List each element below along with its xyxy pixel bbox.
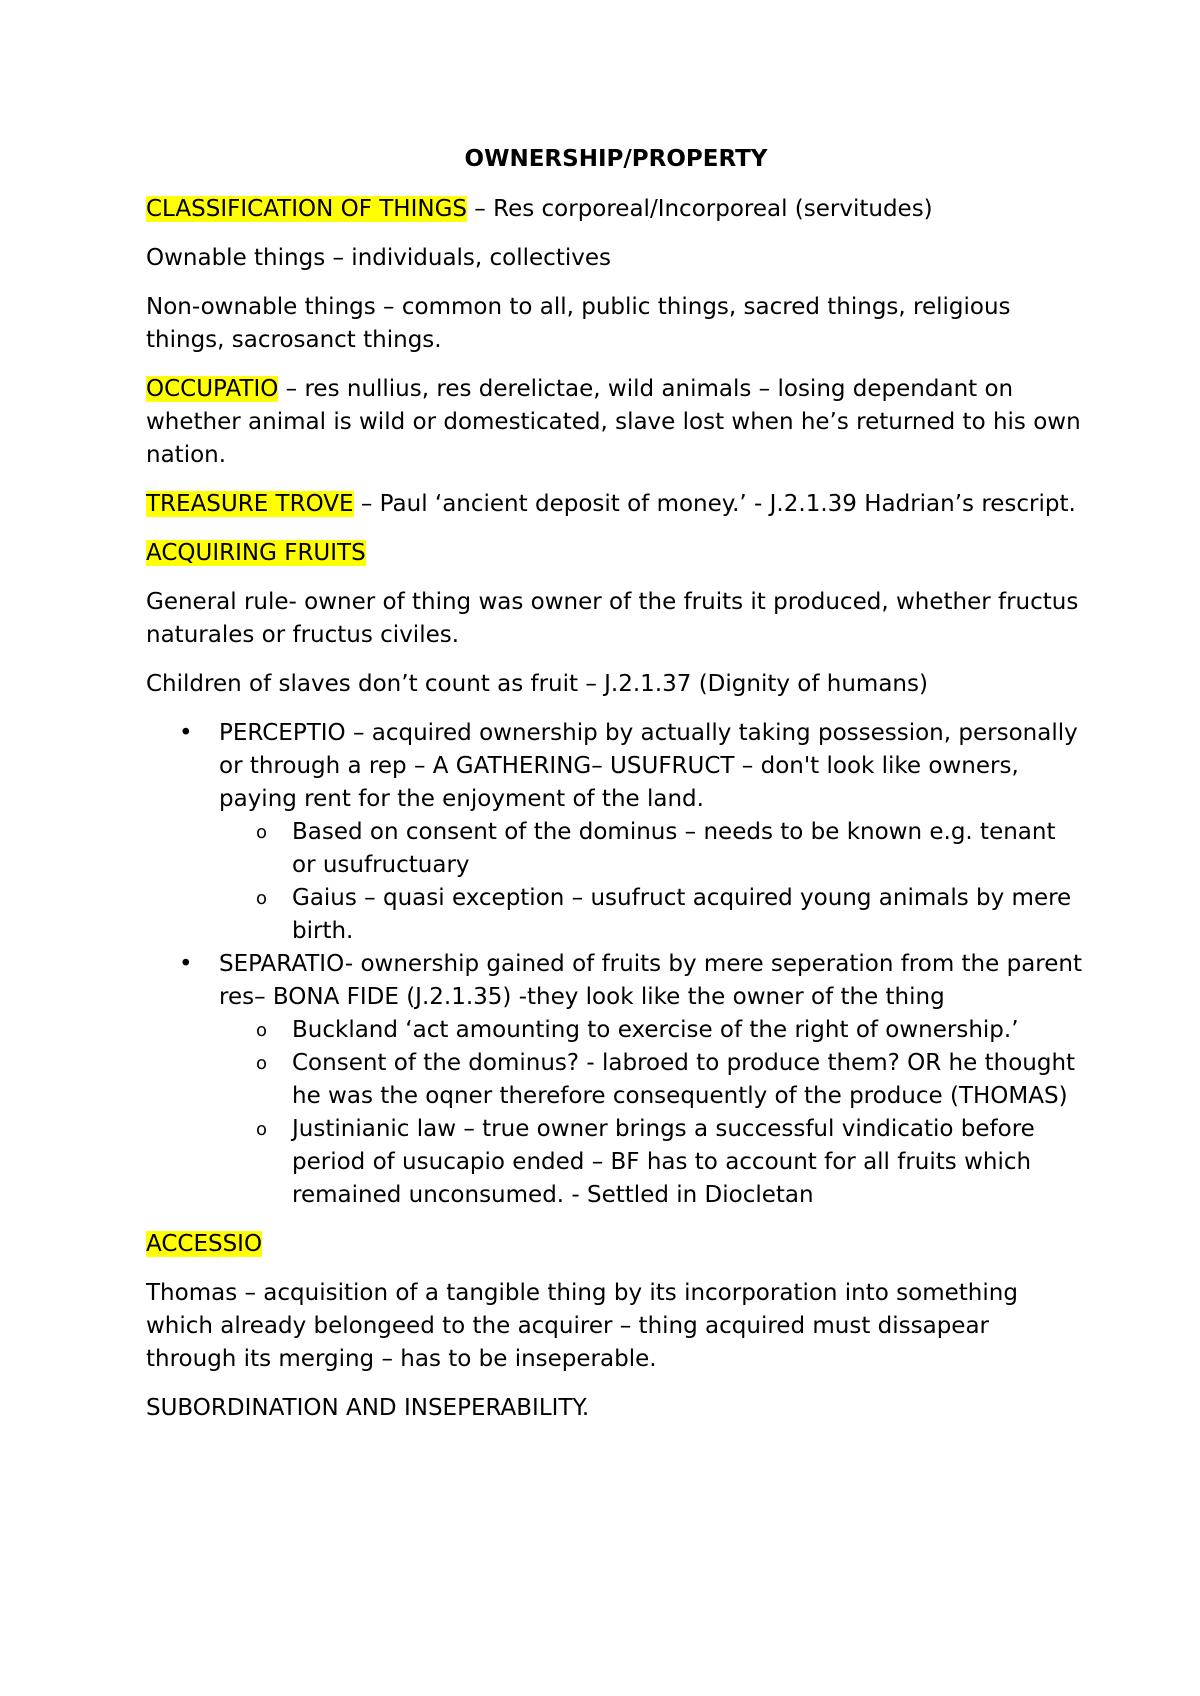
document-title: OWNERSHIP/PROPERTY: [464, 146, 768, 172]
bullet-separatio: [146, 948, 1086, 1212]
paragraph-acquiring-fruits: [146, 537, 1086, 570]
paragraph-non-ownable: Non-ownable things – common to all, public things, sacred things, religious things, sacrosanct things.: [146, 294, 1011, 353]
bullet-list: [146, 717, 1086, 1212]
heading-occupatio: OCCUPATIO: [146, 376, 279, 402]
paragraph-classification: [146, 193, 1086, 226]
bullet-perceptio-text: PERCEPTIO – acquired ownership by actually taking possession, personally or through a rep – A GATHERING– USUFRUCT – don't look like owners, paying rent for the enjoyment of the land.: [219, 720, 1078, 812]
sub-item: o Consent of the dominus? - labroed to produce them? OR he thought he was the oqner therefore consequently of the produce (THOMAS): [219, 1047, 1086, 1113]
paragraph-treasure-trove-text: – Paul ‘ancient deposit of money.’ - J.2.1.39 Hadrian’s rescript.: [353, 491, 1076, 517]
paragraph-children-of-slaves: Children of slaves don’t count as fruit – J.2.1.37 (Dignity of humans): [146, 671, 928, 697]
paragraph-classification-text: – Res corporeal/Incorporeal (servitudes): [467, 196, 933, 222]
sub-list-perceptio: [219, 816, 1086, 948]
paragraph-occupatio: [146, 373, 1086, 472]
sub-list-separatio: [219, 1014, 1086, 1212]
paragraph-thomas: Thomas – acquisition of a tangible thing by its incorporation into something which already belongeed to the acquirer – thing acquired must dissapear through its merging – has to be inseperable.: [146, 1280, 1018, 1372]
paragraph-occupatio-text: – res nullius, res derelictae, wild animals – losing dependant on whether animal is wild or domesticated, slave lost when he’s returned to his own nation.: [146, 376, 1081, 468]
paragraph-accessio: [146, 1228, 1086, 1261]
document-page: [146, 138, 1086, 1441]
bullet-separatio-text: SEPARATIO- ownership gained of fruits by mere seperation from the parent res– BONA FIDE (J.2.1.35) -they look like the owner of the thing: [219, 951, 1082, 1010]
heading-treasure-trove: TREASURE TROVE: [146, 491, 354, 517]
heading-classification: CLASSIFICATION OF THINGS: [146, 196, 467, 222]
paragraph-treasure-trove: [146, 488, 1086, 521]
sub-item: o Buckland ‘act amounting to exercise of the right of ownership.’: [219, 1014, 1086, 1047]
heading-acquiring-fruits: ACQUIRING FRUITS: [146, 540, 366, 566]
heading-accessio: ACCESSIO: [146, 1231, 263, 1257]
paragraph-ownable: Ownable things – individuals, collectives: [146, 245, 611, 271]
bullet-perceptio: [146, 717, 1086, 948]
paragraph-general-rule: General rule- owner of thing was owner of the fruits it produced, whether fructus naturales or fructus civiles.: [146, 589, 1079, 648]
sub-item: o Based on consent of the dominus – needs to be known e.g. tenant or usufructuary: [219, 816, 1086, 882]
paragraph-subordination: SUBORDINATION AND INSEPERABILITY.: [146, 1395, 590, 1421]
sub-item: o Gaius – quasi exception – usufruct acquired young animals by mere birth.: [219, 882, 1086, 948]
sub-item: o Justinianic law – true owner brings a successful vindicatio before period of usucapio ended – BF has to account for all fruits which remained unconsumed. - Settled in Diocletan: [219, 1113, 1086, 1212]
